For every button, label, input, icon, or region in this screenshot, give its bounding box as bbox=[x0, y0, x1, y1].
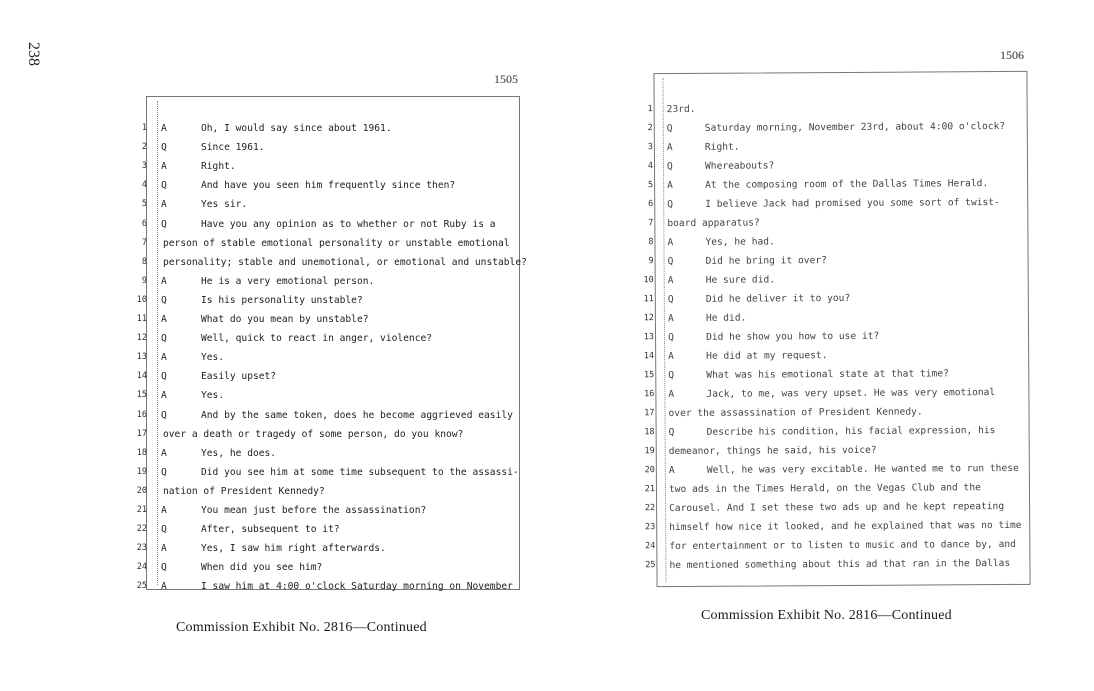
line-number: 11 bbox=[643, 294, 654, 305]
transcript-line bbox=[136, 520, 519, 539]
line-text: Yes, he does. bbox=[201, 447, 277, 459]
line-text: And have you seen him frequently since then? bbox=[201, 180, 456, 192]
transcript-line bbox=[136, 463, 519, 482]
line-number: 15 bbox=[136, 390, 147, 401]
transcript-line bbox=[136, 577, 519, 596]
speaker-label: A bbox=[161, 161, 167, 173]
right-transcript-page bbox=[643, 71, 1030, 587]
transcript-line bbox=[141, 234, 519, 253]
speaker-label: Q bbox=[668, 427, 675, 439]
speaker-label: Q bbox=[161, 409, 167, 421]
line-number: 2 bbox=[647, 123, 653, 134]
line-number: 19 bbox=[644, 446, 655, 457]
line-text: When did you see him? bbox=[201, 562, 323, 574]
line-text: Yes. bbox=[201, 352, 225, 364]
line-number: 7 bbox=[648, 218, 654, 229]
line-number: 6 bbox=[141, 218, 147, 229]
line-number: 25 bbox=[645, 560, 656, 571]
line-text: Well, he was very excitable. He wanted me to run these bbox=[706, 462, 1019, 476]
line-text: over the assassination of President Kennedy. bbox=[668, 406, 923, 420]
line-text: person of stable emotional personality or unstable emotional bbox=[163, 237, 510, 249]
line-text: personality; stable and unemotional, or emotional and unstable? bbox=[163, 256, 527, 268]
line-number: 13 bbox=[136, 352, 147, 363]
speaker-label: A bbox=[161, 352, 167, 364]
transcript-line bbox=[644, 421, 1029, 442]
line-number: 19 bbox=[136, 466, 147, 477]
line-text: Jack, to me, was very upset. He was very emotional bbox=[706, 387, 996, 400]
line-text: Right. bbox=[704, 141, 740, 153]
line-text: He sure did. bbox=[705, 274, 776, 286]
line-number: 5 bbox=[141, 199, 147, 210]
transcript-line bbox=[136, 539, 519, 558]
line-number: 18 bbox=[644, 427, 655, 438]
transcript-line bbox=[648, 231, 1027, 252]
speaker-label: A bbox=[667, 313, 674, 325]
speaker-label: A bbox=[161, 275, 167, 287]
line-number: 22 bbox=[644, 503, 656, 514]
line-text: Yes, he had. bbox=[705, 236, 775, 248]
line-text: At the composing room of the Dallas Times Herald. bbox=[705, 178, 989, 191]
line-number: 10 bbox=[643, 275, 654, 286]
line-text: two ads in the Times Herald, on the Vegas Club and the bbox=[668, 482, 981, 496]
transcript-line bbox=[136, 482, 519, 501]
transcript-line bbox=[141, 157, 519, 176]
line-text: Yes. bbox=[201, 390, 225, 402]
transcript-line bbox=[644, 497, 1029, 518]
line-number: 20 bbox=[136, 485, 147, 496]
speaker-label: A bbox=[161, 123, 167, 134]
transcript-line bbox=[141, 138, 519, 157]
speaker-label: A bbox=[161, 505, 167, 516]
transcript-line bbox=[141, 176, 519, 195]
line-text: Oh, I would say since about 1961. bbox=[201, 123, 392, 134]
line-number: 21 bbox=[644, 484, 656, 495]
transcript-line bbox=[136, 310, 519, 329]
transcript-line bbox=[647, 174, 1027, 195]
transcript-line bbox=[648, 250, 1028, 271]
line-number: 12 bbox=[643, 313, 654, 324]
line-number: 3 bbox=[141, 161, 147, 172]
line-number: 18 bbox=[136, 447, 147, 458]
line-text: board apparatus? bbox=[667, 217, 760, 230]
transcript-line bbox=[136, 348, 519, 367]
line-text: Well, quick to react in anger, violence? bbox=[201, 333, 433, 345]
speaker-label: A bbox=[668, 465, 675, 477]
line-number: 23 bbox=[644, 522, 656, 533]
speaker-label: Q bbox=[161, 524, 167, 536]
line-number: 14 bbox=[643, 351, 655, 362]
line-number: 2 bbox=[141, 142, 147, 153]
line-text: Since 1961. bbox=[201, 142, 265, 154]
line-number: 16 bbox=[644, 389, 655, 400]
speaker-label: Q bbox=[667, 294, 674, 306]
speaker-label: A bbox=[161, 581, 167, 593]
line-text: And by the same token, does he become aggrieved easily bbox=[201, 409, 513, 421]
line-number: 12 bbox=[136, 333, 147, 344]
left-exhibit-caption: Commission Exhibit No. 2816—Continued bbox=[176, 620, 427, 635]
line-number: 24 bbox=[136, 562, 147, 573]
line-text: He did at my request. bbox=[706, 350, 828, 362]
speaker-label: Q bbox=[161, 218, 167, 230]
speaker-label: A bbox=[161, 543, 167, 555]
line-text: Did he deliver it to you? bbox=[705, 292, 851, 305]
line-number: 25 bbox=[136, 581, 147, 592]
line-number: 7 bbox=[141, 237, 147, 248]
line-text: himself how nice it looked, and he explained that was no time bbox=[669, 519, 1022, 534]
speaker-label: A bbox=[667, 275, 674, 287]
line-number: 11 bbox=[136, 314, 147, 324]
transcript-line bbox=[643, 364, 1028, 385]
line-number: 24 bbox=[645, 541, 656, 552]
transcript-line bbox=[136, 291, 519, 310]
line-number: 6 bbox=[648, 199, 654, 210]
transcript-line bbox=[647, 117, 1027, 138]
speaker-label: A bbox=[667, 237, 674, 249]
transcript-line bbox=[644, 478, 1029, 499]
speaker-label: Q bbox=[668, 370, 675, 382]
margin-page-number: 238 bbox=[25, 42, 42, 66]
speaker-label: A bbox=[668, 351, 674, 363]
line-text: What was his emotional state at that time? bbox=[706, 368, 949, 381]
speaker-label: Q bbox=[161, 371, 167, 383]
transcript-line bbox=[643, 288, 1028, 309]
right-exhibit-caption: Commission Exhibit No. 2816—Continued bbox=[701, 608, 952, 623]
speaker-label: Q bbox=[161, 180, 167, 192]
transcript-line bbox=[136, 501, 519, 520]
line-number: 9 bbox=[141, 275, 147, 286]
line-text: Carousel. And I set these two ads up and he kept repeating bbox=[669, 501, 1005, 515]
speaker-label: Q bbox=[161, 333, 167, 345]
transcript-line bbox=[141, 119, 519, 138]
line-number: 20 bbox=[644, 465, 655, 476]
speaker-label: Q bbox=[161, 142, 167, 154]
transcript-line bbox=[136, 386, 519, 405]
line-text: over a death or tragedy of some person, do you know? bbox=[163, 428, 464, 440]
line-number: 4 bbox=[647, 161, 654, 172]
transcript-line bbox=[647, 155, 1027, 176]
line-text: for entertainment or to listen to music and to dance by, and bbox=[669, 538, 1016, 553]
line-number: 23 bbox=[136, 543, 147, 554]
speaker-label: A bbox=[667, 180, 673, 192]
line-text: Have you any opinion as to whether or not Ruby is a bbox=[201, 218, 496, 230]
line-text: He did. bbox=[705, 312, 747, 324]
line-number: 10 bbox=[136, 294, 147, 305]
speaker-label: A bbox=[161, 447, 167, 459]
line-text: nation of President Kennedy? bbox=[163, 485, 325, 497]
transcript-line bbox=[643, 326, 1028, 347]
transcript-line bbox=[141, 272, 519, 291]
speaker-label: Q bbox=[667, 199, 674, 211]
speaker-label: A bbox=[668, 389, 675, 401]
line-text: demeanor, things he said, his voice? bbox=[668, 444, 877, 458]
left-page-number: 1505 bbox=[494, 72, 518, 86]
speaker-label: A bbox=[161, 199, 167, 211]
line-text: Saturday morning, November 23rd, about 4:00 o'clock? bbox=[704, 120, 1006, 134]
line-number: 1 bbox=[647, 104, 653, 115]
transcript-line bbox=[644, 440, 1029, 461]
line-text: You mean just before the assassination? bbox=[201, 505, 427, 516]
line-number: 21 bbox=[136, 505, 147, 515]
transcript-line bbox=[136, 558, 519, 577]
line-number: 14 bbox=[136, 371, 147, 382]
speaker-label: Q bbox=[161, 294, 167, 306]
transcript-line bbox=[141, 215, 519, 234]
line-text: Yes, I saw him right afterwards. bbox=[201, 543, 386, 555]
line-text: Did he show you how to use it? bbox=[706, 330, 880, 343]
line-number: 3 bbox=[647, 142, 653, 153]
transcript-line bbox=[643, 307, 1028, 328]
line-text: I believe Jack had promised you some sort of twist- bbox=[705, 197, 1000, 210]
line-text: Did you see him at some time subsequent to the assassi- bbox=[201, 466, 519, 478]
line-number: 17 bbox=[644, 408, 655, 419]
transcript-line bbox=[647, 98, 1027, 119]
transcript-line bbox=[136, 444, 519, 463]
transcript-line bbox=[644, 516, 1029, 537]
line-number: 4 bbox=[141, 180, 147, 191]
line-number: 15 bbox=[643, 370, 655, 381]
line-number: 16 bbox=[136, 409, 147, 420]
transcript-line bbox=[645, 535, 1029, 556]
line-number: 8 bbox=[648, 237, 654, 248]
transcript-line bbox=[141, 253, 527, 272]
line-text: He is a very emotional person. bbox=[201, 275, 375, 287]
speaker-label: Q bbox=[668, 332, 674, 344]
speaker-label: Q bbox=[666, 123, 673, 135]
transcript-line bbox=[643, 269, 1028, 290]
speaker-label: A bbox=[666, 142, 673, 154]
transcript-line bbox=[644, 402, 1028, 423]
line-text: I saw him at 4:00 o'clock Saturday morning on November bbox=[201, 581, 513, 593]
transcript-line bbox=[645, 554, 1029, 575]
line-text: After, subsequent to it? bbox=[201, 524, 340, 536]
line-number: 13 bbox=[643, 332, 655, 343]
speaker-label: Q bbox=[667, 256, 674, 268]
speaker-label: A bbox=[161, 314, 167, 325]
transcript-line bbox=[648, 193, 1027, 214]
speaker-label: Q bbox=[161, 562, 167, 574]
transcript-line bbox=[136, 367, 519, 386]
transcript-line bbox=[141, 195, 519, 214]
line-number: 8 bbox=[141, 256, 147, 267]
line-text: Whereabouts? bbox=[704, 160, 775, 172]
right-page-number: 1506 bbox=[1000, 48, 1024, 62]
line-text: Describe his condition, his facial expression, his bbox=[706, 425, 996, 438]
line-text: 23rd. bbox=[666, 103, 696, 116]
transcript-line bbox=[644, 459, 1029, 480]
line-text: Easily upset? bbox=[201, 371, 277, 383]
line-text: he mentioned something about this ad that ran in the Dallas bbox=[669, 557, 1011, 572]
transcript-line bbox=[643, 345, 1028, 366]
transcript-line bbox=[647, 136, 1027, 157]
speaker-label: Q bbox=[666, 161, 673, 173]
line-number: 22 bbox=[136, 524, 147, 535]
speaker-label: Q bbox=[161, 466, 167, 478]
line-text: What do you mean by unstable? bbox=[201, 314, 369, 325]
speaker-label: A bbox=[161, 390, 167, 402]
transcript-line bbox=[644, 383, 1028, 404]
transcript-line bbox=[136, 406, 519, 425]
line-text: Right. bbox=[201, 161, 236, 173]
line-number: 1 bbox=[141, 123, 147, 133]
line-text: Is his personality unstable? bbox=[201, 294, 363, 306]
line-number: 17 bbox=[136, 428, 147, 439]
left-transcript-page bbox=[136, 96, 527, 593]
line-text: Did he bring it over? bbox=[705, 255, 827, 267]
transcript-line bbox=[648, 212, 1027, 233]
transcript-line bbox=[136, 329, 519, 348]
line-number: 9 bbox=[648, 256, 654, 267]
transcript-line bbox=[136, 425, 519, 444]
line-text: Yes sir. bbox=[201, 199, 248, 211]
line-number: 5 bbox=[647, 180, 654, 191]
